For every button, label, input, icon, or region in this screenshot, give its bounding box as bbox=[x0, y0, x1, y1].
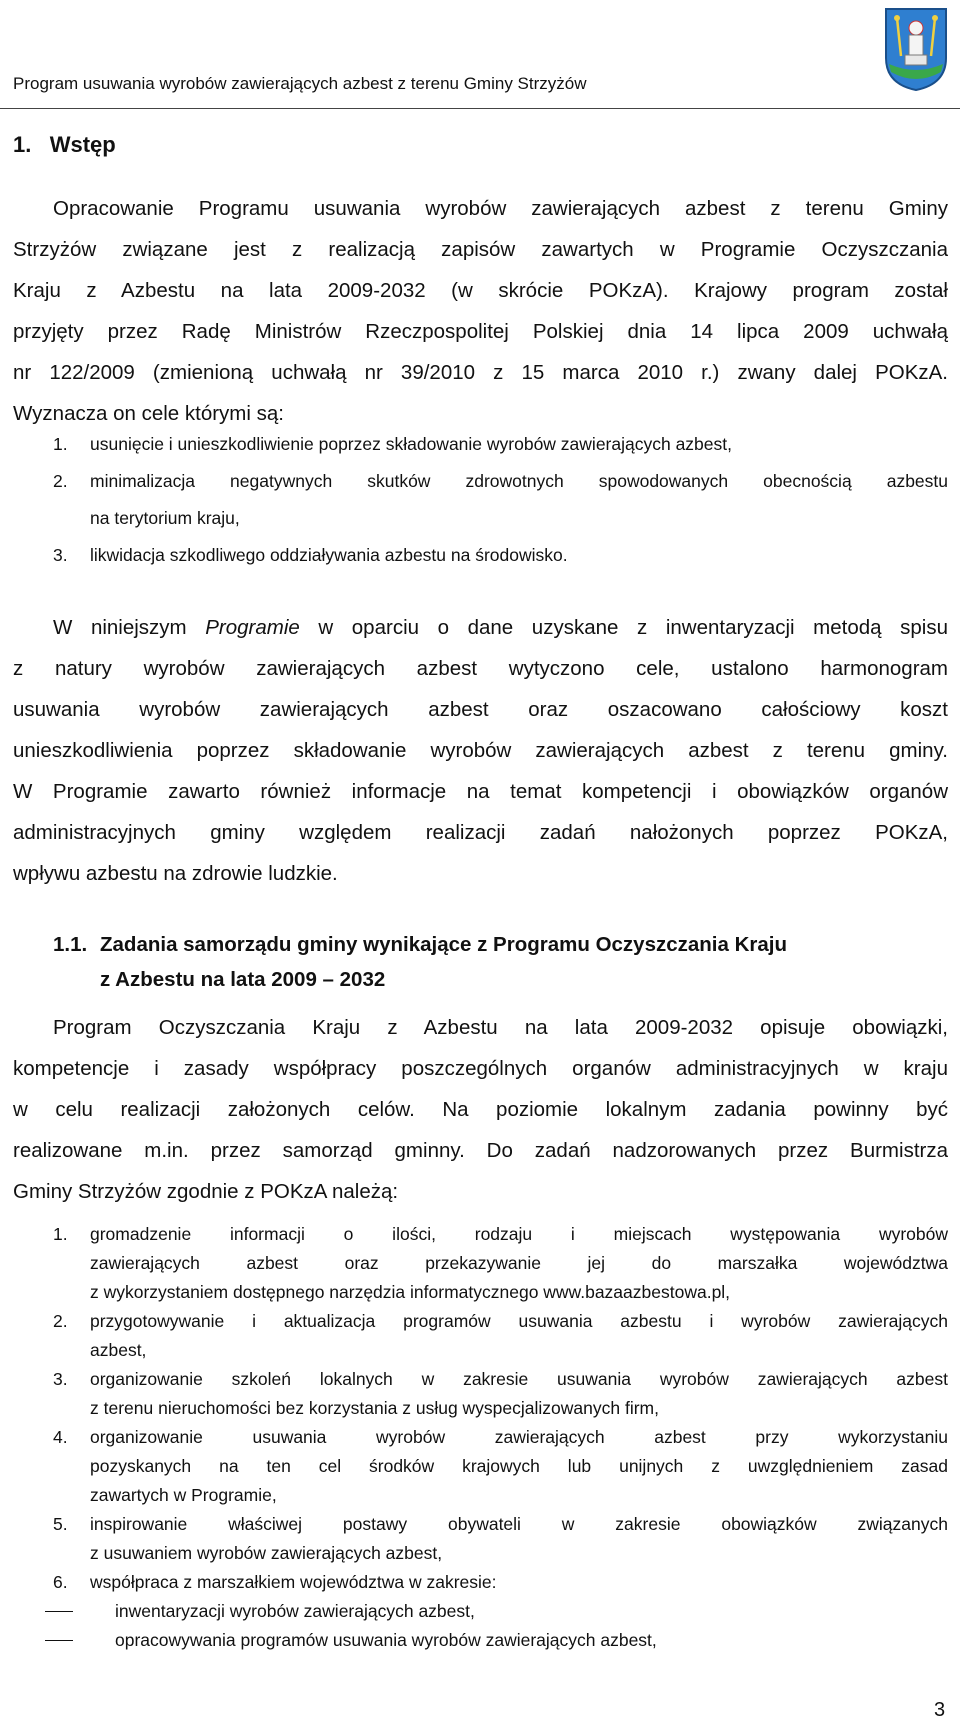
paragraph-line: unieszkodliwienia poprzez składowanie wyrobów zawierających azbest z terenu gminy. bbox=[13, 739, 948, 762]
paragraph-line: Strzyżów związane jest z realizacją zapisów zawartych w Programie Oczyszczania bbox=[13, 238, 948, 261]
subtasks-list bbox=[45, 1597, 948, 1655]
list-item bbox=[21, 1307, 948, 1365]
subsection-title-cont: z Azbestu na lata 2009 – 2032 bbox=[100, 968, 386, 991]
header-divider bbox=[0, 108, 960, 109]
subsection-title: Zadania samorządu gminy wynikające z Programu Oczyszczania Kraju bbox=[100, 933, 787, 956]
list-line: z terenu nieruchomości bez korzystania z usług wyspecjalizowanych firm, bbox=[90, 1398, 659, 1418]
paragraph-line: W Programie zawarto również informacje na temat kompetencji i obowiązków organów bbox=[13, 780, 948, 803]
list-line: inspirowanie właściwej postawy obywateli w zakresie obowiązków związanych bbox=[90, 1514, 948, 1534]
list-line: zawartych w Programie, bbox=[90, 1485, 277, 1505]
list-line: na terytorium kraju, bbox=[90, 508, 240, 528]
program-paragraph bbox=[13, 607, 948, 894]
list-line: przygotowywanie i aktualizacja programów usuwania azbestu i wyrobów zawierających bbox=[90, 1311, 948, 1331]
list-number: 1. bbox=[53, 434, 68, 454]
paragraph-line: kompetencje i zasady współpracy poszczególnych organów administracyjnych w kraju bbox=[13, 1057, 948, 1080]
list-number: 5. bbox=[53, 1514, 68, 1534]
paragraph-line: administracyjnych gminy względem realizacji zadań nałożonych poprzez POKzA, bbox=[13, 821, 948, 844]
list-number: 2. bbox=[53, 1311, 68, 1331]
coat-of-arms-icon bbox=[883, 6, 949, 92]
list-line: organizowanie usuwania wyrobów zawierających azbest przy wykorzystaniu bbox=[90, 1427, 948, 1447]
subsection-number: 1.1. bbox=[53, 933, 88, 956]
list-line: minimalizacja negatywnych skutków zdrowotnych spowodowanych obecnością azbestu bbox=[90, 471, 948, 491]
section-number: 1. bbox=[13, 132, 32, 157]
list-line: azbest, bbox=[90, 1340, 147, 1360]
dash-bullet-icon bbox=[45, 1640, 73, 1641]
list-item bbox=[21, 1568, 948, 1655]
paragraph-line: W niniejszym Programie w oparciu o dane uzyskane z inwentaryzacji metodą spisu bbox=[53, 616, 949, 639]
emphasis-text: Programie bbox=[205, 616, 300, 639]
list-item bbox=[21, 1510, 948, 1568]
page-number: 3 bbox=[934, 1699, 946, 1721]
goals-list bbox=[21, 426, 948, 574]
list-line: zawierających azbest oraz przekazywanie jej do marszałka województwa bbox=[90, 1253, 948, 1273]
sublist-text: inwentaryzacji wyrobów zawierających azbest, bbox=[115, 1601, 475, 1621]
list-line: usunięcie i unieszkodliwienie poprzez składowanie wyrobów zawierających azbest, bbox=[90, 434, 732, 454]
paragraph-line: z natury wyrobów zawierających azbest wytyczono cele, ustalono harmonogram bbox=[13, 657, 948, 680]
tasks-list bbox=[21, 1220, 948, 1655]
list-item bbox=[21, 426, 948, 463]
running-header: Program usuwania wyrobów zawierających azbest z terenu Gminy Strzyżów bbox=[13, 74, 587, 93]
section-title: Wstęp bbox=[49, 132, 116, 157]
paragraph-line: usuwania wyrobów zawierających azbest oraz oszacowano całościowy koszt bbox=[13, 698, 948, 721]
paragraph-line: Kraju z Azbestu na lata 2009-2032 (w skrócie POKzA). Krajowy program został bbox=[13, 279, 948, 302]
paragraph-line: w celu realizacji założonych celów. Na poziomie lokalnym zadania powinny być bbox=[13, 1098, 948, 1121]
paragraph-line: realizowane m.in. przez samorząd gminny. Do zadań nadzorowanych przez Burmistrza bbox=[13, 1139, 948, 1162]
paragraph-line: przyjęty przez Radę Ministrów Rzeczpospolitej Polskiej dnia 14 lipca 2009 uchwałą bbox=[13, 320, 948, 343]
list-number: 3. bbox=[53, 545, 68, 565]
sublist-item bbox=[45, 1597, 948, 1626]
sublist-text: opracowywania programów usuwania wyrobów zawierających azbest, bbox=[115, 1630, 657, 1650]
dash-bullet-icon bbox=[45, 1611, 73, 1612]
list-number: 6. bbox=[53, 1572, 68, 1592]
list-line: likwidacja szkodliwego oddziaływania azbestu na środowisko. bbox=[90, 545, 568, 565]
list-line: gromadzenie informacji o ilości, rodzaju i miejscach występowania wyrobów bbox=[90, 1224, 948, 1244]
list-number: 4. bbox=[53, 1427, 68, 1447]
paragraph-line: Program Oczyszczania Kraju z Azbestu na lata 2009-2032 opisuje obowiązki, bbox=[53, 1016, 948, 1039]
list-number: 2. bbox=[53, 471, 68, 491]
list-item bbox=[21, 1220, 948, 1307]
list-line: współpraca z marszałkiem województwa w zakresie: bbox=[90, 1572, 497, 1592]
paragraph-line: Opracowanie Programu usuwania wyrobów zawierających azbest z terenu Gminy bbox=[53, 197, 948, 220]
list-line: z usuwaniem wyrobów zawierających azbest, bbox=[90, 1543, 443, 1563]
paragraph-line: nr 122/2009 (zmienioną uchwałą nr 39/2010 z 15 marca 2010 r.) zwany dalej POKzA. bbox=[13, 361, 948, 384]
paragraph-line: Gminy Strzyżów zgodnie z POKzA należą: bbox=[13, 1180, 399, 1203]
list-line: organizowanie szkoleń lokalnych w zakresie usuwania wyrobów zawierających azbest bbox=[90, 1369, 948, 1389]
section-heading-1 bbox=[13, 132, 116, 158]
list-line: pozyskanych na ten cel środków krajowych lub unijnych z uwzględnieniem zasad bbox=[90, 1456, 948, 1476]
list-number: 1. bbox=[53, 1224, 68, 1244]
list-item bbox=[21, 463, 948, 537]
tasks-paragraph bbox=[13, 1007, 948, 1212]
list-item bbox=[21, 1423, 948, 1510]
paragraph-line: wpływu azbestu na zdrowie ludzkie. bbox=[13, 862, 338, 885]
sublist-item bbox=[45, 1626, 948, 1655]
list-item bbox=[21, 537, 948, 574]
list-number: 3. bbox=[53, 1369, 68, 1389]
list-item bbox=[21, 1365, 948, 1423]
list-line: z wykorzystaniem dostępnego narzędzia informatycznego www.bazaazbestowa.pl, bbox=[90, 1282, 731, 1302]
section-heading-1-1 bbox=[53, 927, 787, 997]
intro-paragraph bbox=[13, 188, 948, 434]
paragraph-line: Wyznacza on cele którymi są: bbox=[13, 402, 284, 425]
